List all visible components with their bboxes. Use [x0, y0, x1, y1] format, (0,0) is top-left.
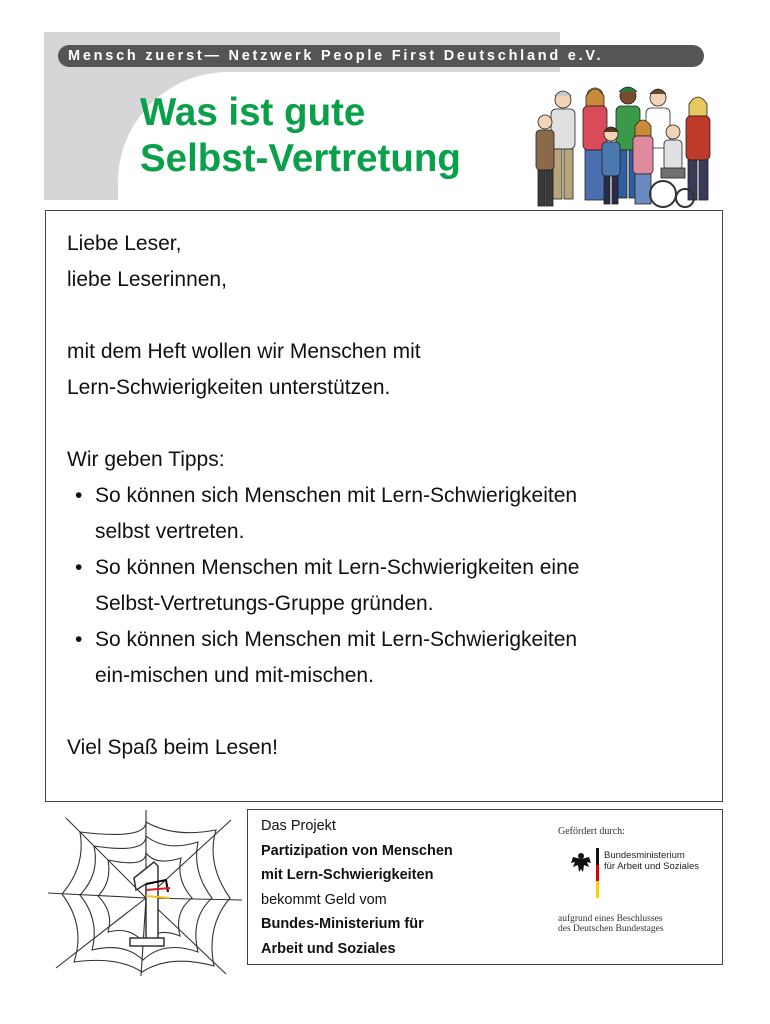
list-item	[67, 622, 707, 694]
tip-line-1: So können sich Menschen mit Lern-Schwierigkeiten	[95, 628, 578, 651]
intro-line-1: mit dem Heft wollen wir Menschen mit	[67, 340, 421, 363]
project-text	[261, 814, 531, 961]
bullet-icon: •	[75, 556, 83, 579]
intro-line-2: Lern-Schwierigkeiten unterstützen.	[67, 376, 391, 399]
project-line-1: Das Projekt	[261, 818, 336, 834]
resolution-line-1: aufgrund eines Beschlusses	[558, 914, 663, 924]
closing-line: Viel Spaß beim Lesen!	[67, 736, 278, 759]
federal-eagle-icon	[570, 851, 592, 875]
tips-heading: Wir geben Tipps:	[67, 448, 225, 471]
title-line-1: Was ist gute	[140, 91, 366, 134]
list-item	[67, 550, 707, 622]
tip-line-1: So können Menschen mit Lern-Schwierigkeiten eine	[95, 556, 580, 579]
greeting-line-1: Liebe Leser,	[67, 232, 182, 255]
tips-list	[67, 478, 707, 694]
greeting-line-2: liebe Leserinnen,	[67, 268, 227, 291]
group-of-people-illustration	[533, 82, 729, 212]
title-line-2: Selbst-Vertretung	[140, 137, 461, 180]
bundestag-resolution-text	[558, 914, 664, 934]
project-line-2: Partizipation von Menschen	[261, 842, 453, 859]
letter-text	[67, 226, 707, 766]
tip-line-2: Selbst-Vertretungs-Gruppe gründen.	[95, 592, 434, 615]
ministry-line-1: Bundesministerium	[604, 850, 685, 861]
tip-line-2: selbst vertreten.	[95, 520, 245, 543]
bullet-icon: •	[75, 628, 83, 651]
german-flag-bar	[596, 848, 599, 898]
list-item	[67, 478, 707, 550]
ministry-line-2: für Arbeit und Soziales	[604, 861, 700, 872]
project-line-5: Bundes-Ministerium für	[261, 916, 424, 932]
tip-line-1: So können sich Menschen mit Lern-Schwierigkeiten	[95, 484, 578, 507]
ministry-logo-text	[604, 850, 699, 872]
funded-by-label: Gefördert durch:	[558, 826, 625, 837]
spider-web-icon	[46, 808, 244, 976]
resolution-line-2: des Deutschen Bundestages	[558, 924, 664, 934]
organization-banner: Mensch zuerst— Netzwerk People First Deutschland e.V.	[58, 45, 704, 67]
page-title	[140, 90, 461, 182]
project-line-6: Arbeit und Soziales	[261, 940, 396, 957]
tip-line-2: ein-mischen und mit-mischen.	[95, 664, 374, 687]
bullet-icon: •	[75, 484, 83, 507]
project-line-3: mit Lern-Schwierigkeiten	[261, 867, 434, 883]
project-line-4: bekommt Geld vom	[261, 891, 387, 908]
